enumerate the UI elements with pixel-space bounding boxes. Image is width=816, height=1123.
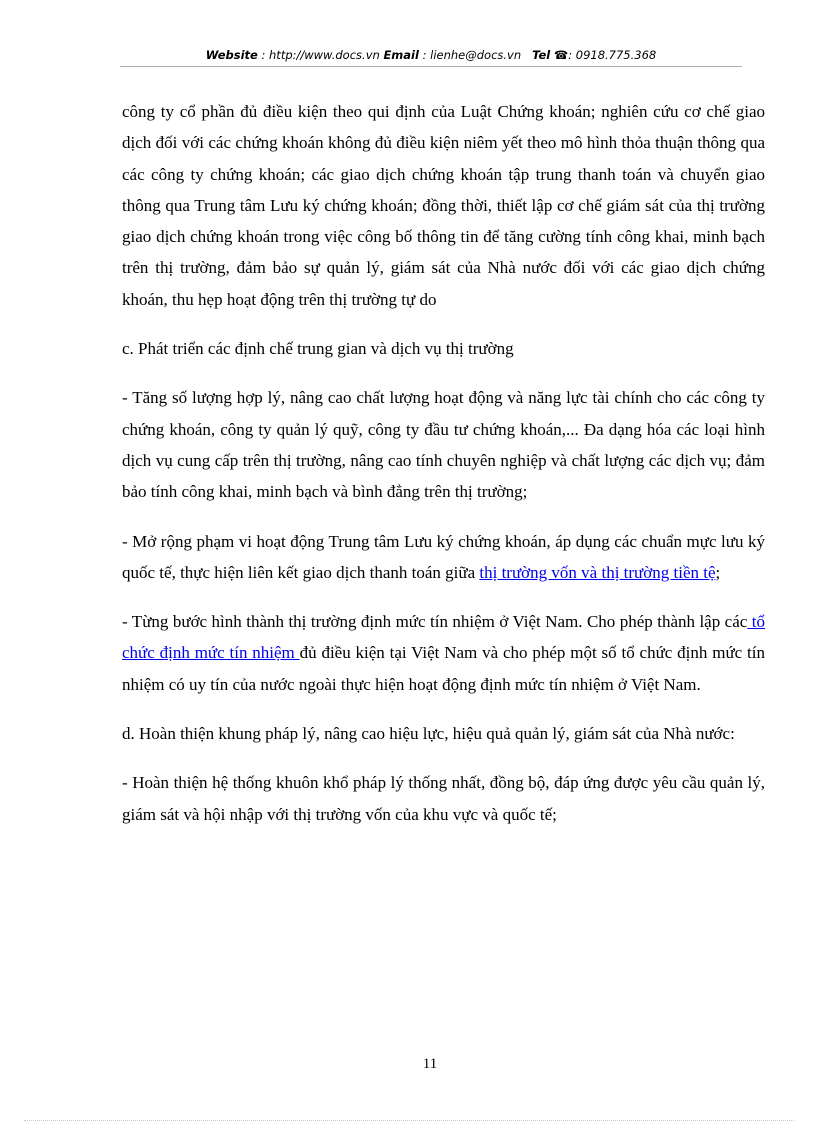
website-url[interactable]: http://www.docs.vn: [269, 48, 380, 62]
email-address[interactable]: lienhe@docs.vn: [430, 48, 522, 62]
paragraph-legal-framework: - Hoàn thiện hệ thống khuôn khổ pháp lý thống nhất, đồng bộ, đáp ứng được yêu cầu quản lý, giám sát và hội nhập với thị trường vốn của khu vực và quốc tế;: [122, 773, 765, 824]
telephone-icon: ☎: [553, 48, 569, 62]
section-heading-d: d. Hoàn thiện khung pháp lý, nâng cao hiệu lực, hiệu quả quản lý, giám sát của Nhà nước:: [122, 724, 735, 744]
tel-number: : 0918.775.368: [568, 48, 657, 62]
email-label: Email: [383, 48, 419, 62]
paragraph-credit-rating: [122, 606, 765, 700]
page-header: [120, 46, 742, 64]
capital-money-market-link[interactable]: thị trường vốn và thị trường tiền tệ: [479, 562, 716, 582]
paragraph-depository-expansion: [122, 526, 765, 589]
website-separator: :: [257, 48, 270, 62]
header-divider: [120, 66, 742, 67]
paragraph-text: ;: [715, 562, 721, 582]
paragraph-increase-companies: - Tăng số lượng hợp lý, nâng cao chất lượng hoạt động và năng lực tài chính cho các công ty chứng khoán, công ty quản lý quỹ, công ty đầu tư chứng khoán,... Đa dạng hóa các loại hình dịch vụ cung cấp trên thị trường, nâng cao tính chuyên nghiệp và chất lượng các dịch vụ; đảm bảo tính công khai, minh bạch và bình đẳng trên thị trường;: [122, 388, 765, 502]
website-label: Website: [205, 48, 258, 62]
credit-rating-org-link[interactable]: tổ chức định mức tín nhiệm: [122, 612, 765, 663]
document-body: [122, 96, 765, 848]
section-heading-c: c. Phát triển các định chế trung gian và dịch vụ thị trường: [122, 339, 514, 359]
tel-label: Tel: [532, 48, 551, 62]
paragraph-text: - Từng bước hình thành thị trường định mức tín nhiệm ở Việt Nam. Cho phép thành lập các: [122, 612, 748, 632]
email-separator: :: [418, 48, 431, 62]
paragraph-securities-trading: công ty cổ phần đủ điều kiện theo qui định của Luật Chứng khoán; nghiên cứu cơ chế giao dịch đối với các chứng khoán không đủ điều kiện niêm yết theo mô hình thỏa thuận thông qua các công ty chứng khoán; các giao dịch chứng khoán tập trung thanh toán và chuyển giao thông qua Trung tâm Lưu ký chứng khoán; đồng thời, thiết lập cơ chế giám sát của thị trường giao dịch chứng khoán trong việc công bố thông tin để tăng cường tính công khai, minh bạch trên thị trường, đảm bảo sự quản lý, giám sát của Nhà nước đối với các giao dịch chứng khoán, thu hẹp hoạt động trên thị trường tự do: [122, 102, 765, 309]
page-bottom-border: [24, 1120, 794, 1121]
paragraph-text: đủ điều kiện tại Việt Nam và cho phép một số tổ chức định mức tín nhiệm có uy tín của nước ngoài thực hiện hoạt động định mức tín nhiệm ở Việt Nam.: [122, 643, 765, 694]
paragraph-text: - Mở rộng phạm vi hoạt động Trung tâm Lưu ký chứng khoán, áp dụng các chuẩn mực lưu ký quốc tế, thực hiện liên kết giao dịch thanh toán giữa: [122, 531, 765, 582]
page-number: 11: [422, 1056, 438, 1072]
